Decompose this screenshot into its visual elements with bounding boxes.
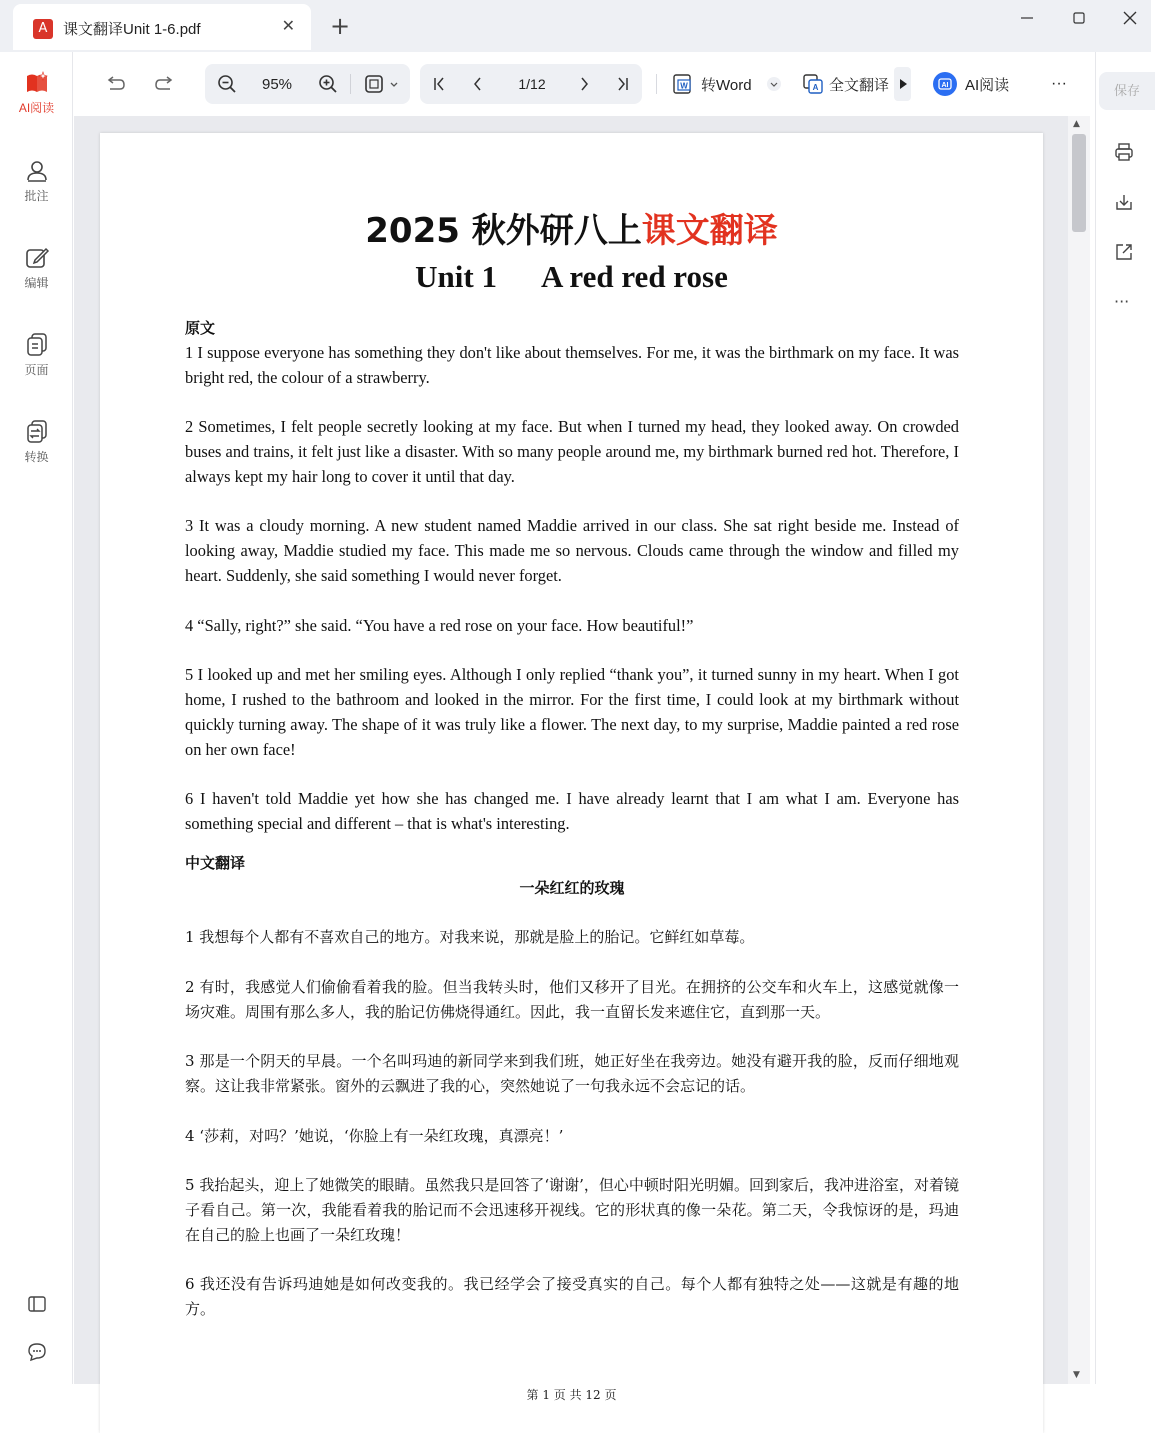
chevron-right-icon bbox=[576, 76, 592, 92]
svg-text:W: W bbox=[680, 81, 688, 91]
to-word-dropdown[interactable] bbox=[766, 69, 782, 99]
first-page-icon bbox=[432, 76, 448, 92]
fit-page-icon bbox=[364, 74, 384, 94]
scrollbar-thumb[interactable] bbox=[1072, 134, 1086, 232]
last-page-button[interactable] bbox=[610, 69, 634, 99]
new-tab-button[interactable]: + bbox=[330, 12, 351, 40]
paragraph-zh: 4 ‘莎莉，对吗？’她说，‘你脸上有一朵红玫瑰，真漂亮！’ bbox=[185, 1126, 564, 1145]
sidebar-item-label: 页面 bbox=[24, 363, 49, 377]
zoom-out-icon bbox=[217, 74, 237, 94]
pdf-icon: A bbox=[33, 19, 53, 39]
translation-title: 一朵红红的玫瑰 bbox=[519, 878, 625, 897]
sidebar-item-label: 批注 bbox=[24, 189, 49, 203]
minimize-button[interactable] bbox=[1012, 10, 1042, 29]
chevron-down-icon bbox=[389, 79, 399, 89]
right-more-button[interactable]: ··· bbox=[1114, 292, 1130, 311]
toolbar bbox=[74, 52, 1092, 116]
undo-button[interactable] bbox=[100, 69, 130, 99]
download-icon bbox=[1114, 192, 1134, 212]
paragraph-en: 5 I looked up and met her smiling eyes. Although I only replied “thank you”, it turned sunny in my heart. When I got home, I rushed to the bathroom and looked in the mirror. For the first time, I could look at my birthmark without quickly turning away. The shape of it was truly like a flower. The next day, to my surprise, Maddie painted a red rose on her own face! bbox=[185, 665, 959, 759]
svg-text:AI: AI bbox=[941, 82, 949, 89]
pdf-page bbox=[100, 133, 1043, 1433]
chat-button[interactable] bbox=[0, 1342, 73, 1362]
translate-icon bbox=[802, 73, 824, 95]
document-viewport[interactable] bbox=[74, 116, 1078, 1402]
download-button[interactable] bbox=[1114, 192, 1134, 216]
original-heading: 原文 bbox=[185, 319, 216, 337]
sidebar-item-label: 转换 bbox=[24, 450, 49, 464]
print-button[interactable] bbox=[1114, 142, 1134, 166]
tab-title: 课文翻译Unit 1-6.pdf bbox=[63, 21, 201, 38]
paragraph-en: 4 “Sally, right?” she said. “You have a red rose on your face. How beautiful!” bbox=[185, 615, 694, 635]
paragraph-en: 2 Sometimes, I felt people secretly looking at my face. But when I turned my head, they looked away. On crowded buses and trains, it felt just like a disaster. With so many people around me, my birthmark burned red hot. Therefore, I always kept my hair long to cover it until that day. bbox=[185, 417, 959, 486]
title-bar bbox=[0, 0, 1151, 52]
word-icon bbox=[672, 73, 694, 95]
print-icon bbox=[1114, 142, 1134, 162]
paragraph-en: 6 I haven't told Maddie yet how she has changed me. I have already learnt that I am what I am. Everyone has something special and different – that is what's interesting. bbox=[185, 789, 959, 833]
share-button[interactable] bbox=[1114, 242, 1134, 266]
sidebar-item-ai-read[interactable] bbox=[0, 70, 73, 116]
close-tab-icon[interactable]: ✕ bbox=[281, 16, 295, 35]
more-button[interactable]: ··· bbox=[1051, 75, 1067, 92]
scroll-down-icon[interactable]: ▼ bbox=[1073, 1370, 1080, 1380]
paragraph-zh: 3 那是一个阴天的早晨。一个名叫玛迪的新同学来到我们班，她正好坐在我旁边。她没有避开我的脸，反而仔细地观察。这让我非常紧张。窗外的云飘进了我的心，突然她说了一句我永远不会忘记的话。 bbox=[185, 1052, 959, 1095]
zoom-out-button[interactable] bbox=[214, 69, 240, 99]
vertical-scrollbar[interactable] bbox=[1068, 116, 1090, 1384]
redo-icon bbox=[154, 75, 176, 93]
page-indicator[interactable]: 1/12 bbox=[518, 76, 546, 92]
zoom-in-icon bbox=[318, 74, 338, 94]
prev-page-button[interactable] bbox=[466, 69, 490, 99]
document-title: 2025 秋外研八上课文翻译 bbox=[365, 211, 778, 251]
chevron-down-icon bbox=[766, 76, 782, 92]
left-sidebar bbox=[0, 52, 73, 1384]
toolbar-overflow-button[interactable] bbox=[894, 67, 911, 101]
annotate-icon bbox=[24, 158, 50, 184]
chat-icon bbox=[27, 1342, 47, 1362]
caret-right-icon bbox=[898, 78, 908, 90]
svg-text:A: A bbox=[812, 83, 819, 92]
ai-read-icon bbox=[24, 70, 50, 96]
first-page-button[interactable] bbox=[428, 69, 452, 99]
zoom-level[interactable]: 95% bbox=[261, 75, 293, 93]
sidebar-item-pages[interactable] bbox=[0, 332, 73, 378]
sidebar-item-edit[interactable] bbox=[0, 245, 73, 291]
ai-assistant-icon bbox=[932, 71, 958, 97]
paragraph-zh: 5 我抬起头，迎上了她微笑的眼睛。虽然我只是回答了‘谢谢’，但心中顿时阳光明媚。回到家后，我冲进浴室，对着镜子看自己。第一次，我能看着我的胎记而不会迅速移开视线。它的形状真的像一朵花。第二天，令我惊讶的是，玛迪在自己的脸上也画了一朵红玫瑰！ bbox=[185, 1176, 959, 1244]
ai-read-button[interactable]: AI AI阅读 bbox=[932, 69, 1022, 99]
save-button[interactable]: 保存 bbox=[1099, 72, 1155, 110]
zoom-in-button[interactable] bbox=[315, 69, 341, 99]
last-page-icon bbox=[614, 76, 630, 92]
sidebar-item-label: 编辑 bbox=[24, 276, 49, 290]
page-footer: 第 1 页 共 12 页 bbox=[526, 1388, 617, 1402]
translate-button[interactable]: A 全文翻译 bbox=[802, 69, 882, 99]
convert-icon bbox=[24, 419, 50, 445]
right-sidebar bbox=[1095, 52, 1151, 1384]
translation-heading: 中文翻译 bbox=[185, 853, 246, 872]
scroll-up-icon[interactable]: ▲ bbox=[1073, 119, 1080, 129]
paragraph-zh: 1 我想每个人都有不喜欢自己的地方。对我来说，那就是脸上的胎记。它鲜红如草莓。 bbox=[185, 928, 755, 947]
close-window-button[interactable] bbox=[1115, 10, 1145, 29]
paragraph-zh: 2 有时，我感觉人们偷偷看着我的脸。但当我转头时，他们又移开了目光。在拥挤的公交车和火车上，这感觉就像一场灾难。周围有那么多人，我的胎记仿佛烧得通红。因此，我一直留长发来遮住它，直到那一天。 bbox=[185, 977, 959, 1021]
panel-toggle-button[interactable] bbox=[0, 1294, 73, 1314]
sidebar-item-label: AI阅读 bbox=[18, 101, 55, 115]
sidebar-item-convert[interactable] bbox=[0, 419, 73, 465]
undo-icon bbox=[104, 75, 126, 93]
share-icon bbox=[1114, 242, 1134, 262]
pages-icon bbox=[24, 332, 50, 358]
fit-page-button[interactable] bbox=[358, 69, 404, 99]
sidebar-item-annotate[interactable] bbox=[0, 158, 73, 204]
to-word-button[interactable]: W 转Word bbox=[672, 69, 758, 99]
sidebar-panel-icon bbox=[27, 1294, 47, 1314]
paragraph-en: 3 It was a cloudy morning. A new student named Maddie arrived in our class. She sat right beside me. Instead of looking away, Maddie studied my face. This made me so nervous. Clouds came through the window and filled my heart. Suddenly, she said something I would never forget. bbox=[185, 516, 959, 585]
chevron-left-icon bbox=[470, 76, 486, 92]
document-body bbox=[185, 316, 959, 1347]
paragraph-zh: 6 我还没有告诉玛迪她是如何改变我的。我已经学会了接受真实的自己。每个人都有独特之处——这就是有趣的地方。 bbox=[185, 1275, 959, 1319]
next-page-button[interactable] bbox=[572, 69, 596, 99]
redo-button[interactable] bbox=[150, 69, 180, 99]
document-tab[interactable] bbox=[13, 4, 311, 50]
maximize-button[interactable] bbox=[1064, 10, 1094, 29]
paragraph-en: 1 I suppose everyone has something they don't like about themselves. For me, it was the birthmark on my face. It was bright red, the colour of a strawberry. bbox=[185, 342, 959, 387]
unit-title: Unit 1 A red red rose bbox=[415, 259, 728, 294]
edit-icon bbox=[24, 245, 50, 271]
